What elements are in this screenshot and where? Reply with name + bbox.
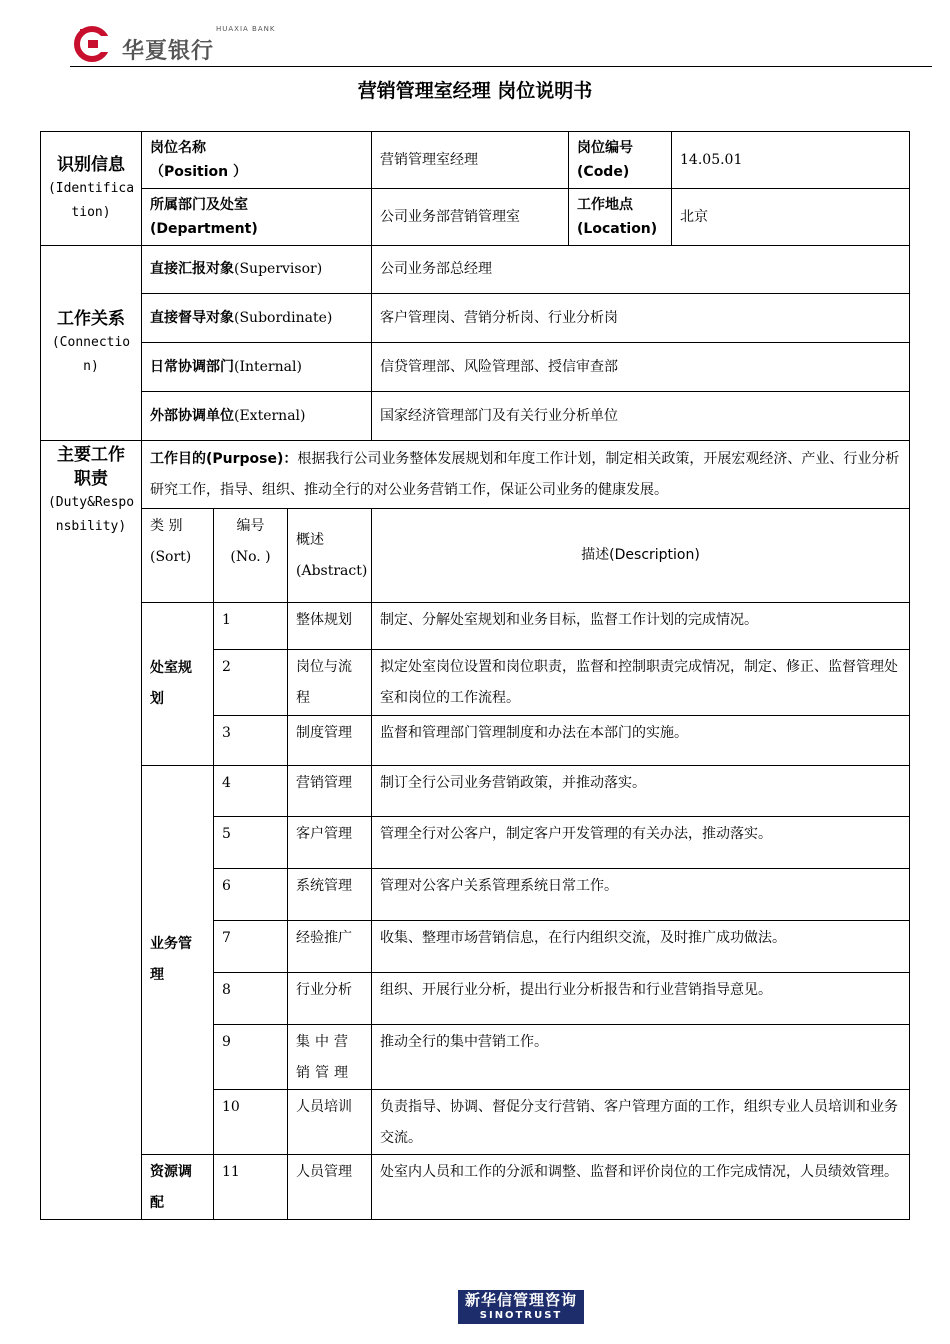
- purpose-row: [41, 441, 910, 509]
- department-value: 公司业务部营销管理室: [372, 189, 569, 246]
- ident-section-header: 识别信息 (Identification): [41, 132, 142, 246]
- position-value: 营销管理室经理: [372, 132, 569, 189]
- location-label: 工作地点 (Location): [569, 189, 672, 246]
- relation-label: 直接汇报对象(Supervisor): [142, 246, 372, 294]
- duty-no: 3: [214, 716, 288, 766]
- duty-row: [41, 1155, 910, 1220]
- duty-description: 制定、分解处室规划和业务目标，监督工作计划的完成情况。: [372, 603, 910, 650]
- huaxia-bank-logo-icon: [72, 26, 116, 62]
- relations-section-header: 工作关系 (Connection): [41, 246, 142, 441]
- duty-abstract: 经验推广: [288, 921, 372, 973]
- brand-name-cn: 华夏银行: [122, 39, 215, 64]
- duty-no: 2: [214, 650, 288, 716]
- duty-no: 11: [214, 1155, 288, 1220]
- no-column-header: 编号 (No. ): [214, 509, 288, 603]
- duty-abstract: 客户管理: [288, 817, 372, 869]
- duty-description: 管理全行对公客户，制定客户开发管理的有关办法，推动落实。: [372, 817, 910, 869]
- duty-abstract: 行业分析: [288, 973, 372, 1025]
- page-header: [70, 22, 932, 67]
- duty-abstract: 营销管理: [288, 766, 372, 817]
- duty-description: 处室内人员和工作的分派和调整、监督和评价岗位的工作完成情况，人员绩效管理。: [372, 1155, 910, 1220]
- relation-value: 客户管理岗、营销分析岗、行业分析岗: [372, 294, 910, 343]
- duty-description: 制订全行公司业务营销政策，并推动落实。: [372, 766, 910, 817]
- duty-abstract: 人员培训: [288, 1090, 372, 1155]
- duty-abstract: 集中营销管理: [288, 1025, 372, 1090]
- abstract-column-header: 概述 (Abstract): [288, 509, 372, 603]
- department-label: 所属部门及处室 (Department): [142, 189, 372, 246]
- location-value: 北京: [672, 189, 910, 246]
- duty-group: 业务管理: [142, 766, 214, 1155]
- relation-label: 直接督导对象(Subordinate): [142, 294, 372, 343]
- relation-row: [41, 392, 910, 441]
- duty-abstract: 系统管理: [288, 869, 372, 921]
- purpose-text: 工作目的(Purpose)：根据我行公司业务整体发展规划和年度工作计划，制定相关政策，开展宏观经济、产业、行业分析研究工作，指导、组织、推动全行的对公业务营销工作，保证公司业务的健康发展。: [142, 441, 910, 509]
- duty-description: 监督和管理部门管理制度和办法在本部门的实施。: [372, 716, 910, 766]
- sinotrust-logo: 新华信管理咨询 SINOTRUST: [458, 1290, 584, 1324]
- duty-abstract: 整体规划: [288, 603, 372, 650]
- ident-row-position: [41, 132, 910, 189]
- duty-description: 负责指导、协调、督促分支行营销、客户管理方面的工作，组织专业人员培训和业务交流。: [372, 1090, 910, 1155]
- duty-no: 10: [214, 1090, 288, 1155]
- code-label: 岗位编号 (Code): [569, 132, 672, 189]
- duty-group: 资源调配: [142, 1155, 214, 1220]
- duty-no: 9: [214, 1025, 288, 1090]
- duty-description: 推动全行的集中营销工作。: [372, 1025, 910, 1090]
- duty-no: 4: [214, 766, 288, 817]
- description-column-header: 描述(Description): [372, 509, 910, 603]
- ident-row-department: [41, 189, 910, 246]
- duty-header-row: [41, 509, 910, 603]
- duty-group: 处室规划: [142, 603, 214, 766]
- duty-abstract: 制度管理: [288, 716, 372, 766]
- relation-row: [41, 246, 910, 294]
- duty-row: [41, 766, 910, 817]
- relation-value: 信贷管理部、风险管理部、授信审查部: [372, 343, 910, 392]
- duty-abstract: 人员管理: [288, 1155, 372, 1220]
- duty-row: [41, 603, 910, 650]
- sort-column-header: 类 别 (Sort): [142, 509, 214, 603]
- duty-no: 8: [214, 973, 288, 1025]
- duty-no: 5: [214, 817, 288, 869]
- relation-label: 外部协调单位(External): [142, 392, 372, 441]
- relation-row: [41, 343, 910, 392]
- duty-description: 管理对公客户关系管理系统日常工作。: [372, 869, 910, 921]
- duty-description: 组织、开展行业分析，提出行业分析报告和行业营销指导意见。: [372, 973, 910, 1025]
- duty-no: 6: [214, 869, 288, 921]
- relation-value: 国家经济管理部门及有关行业分析单位: [372, 392, 910, 441]
- brand-name-en: HUAXIA BANK: [216, 25, 276, 33]
- job-description-table: [40, 131, 910, 1220]
- code-value: 14.05.01: [672, 132, 910, 189]
- relation-label: 日常协调部门(Internal): [142, 343, 372, 392]
- relation-value: 公司业务部总经理: [372, 246, 910, 294]
- duty-description: 收集、整理市场营销信息，在行内组织交流，及时推广成功做法。: [372, 921, 910, 973]
- relation-row: [41, 294, 910, 343]
- position-label: 岗位名称 （Position ）: [142, 132, 372, 189]
- document-title: 营销管理室经理 岗位说明书: [357, 80, 593, 102]
- duty-abstract: 岗位与流程: [288, 650, 372, 716]
- duties-section-header: 主要工作职责 (Duty&Responsbility): [41, 441, 142, 1220]
- duty-no: 1: [214, 603, 288, 650]
- duty-description: 拟定处室岗位设置和岗位职责，监督和控制职责完成情况，制定、修正、监督管理处室和岗位的工作流程。: [372, 650, 910, 716]
- duty-no: 7: [214, 921, 288, 973]
